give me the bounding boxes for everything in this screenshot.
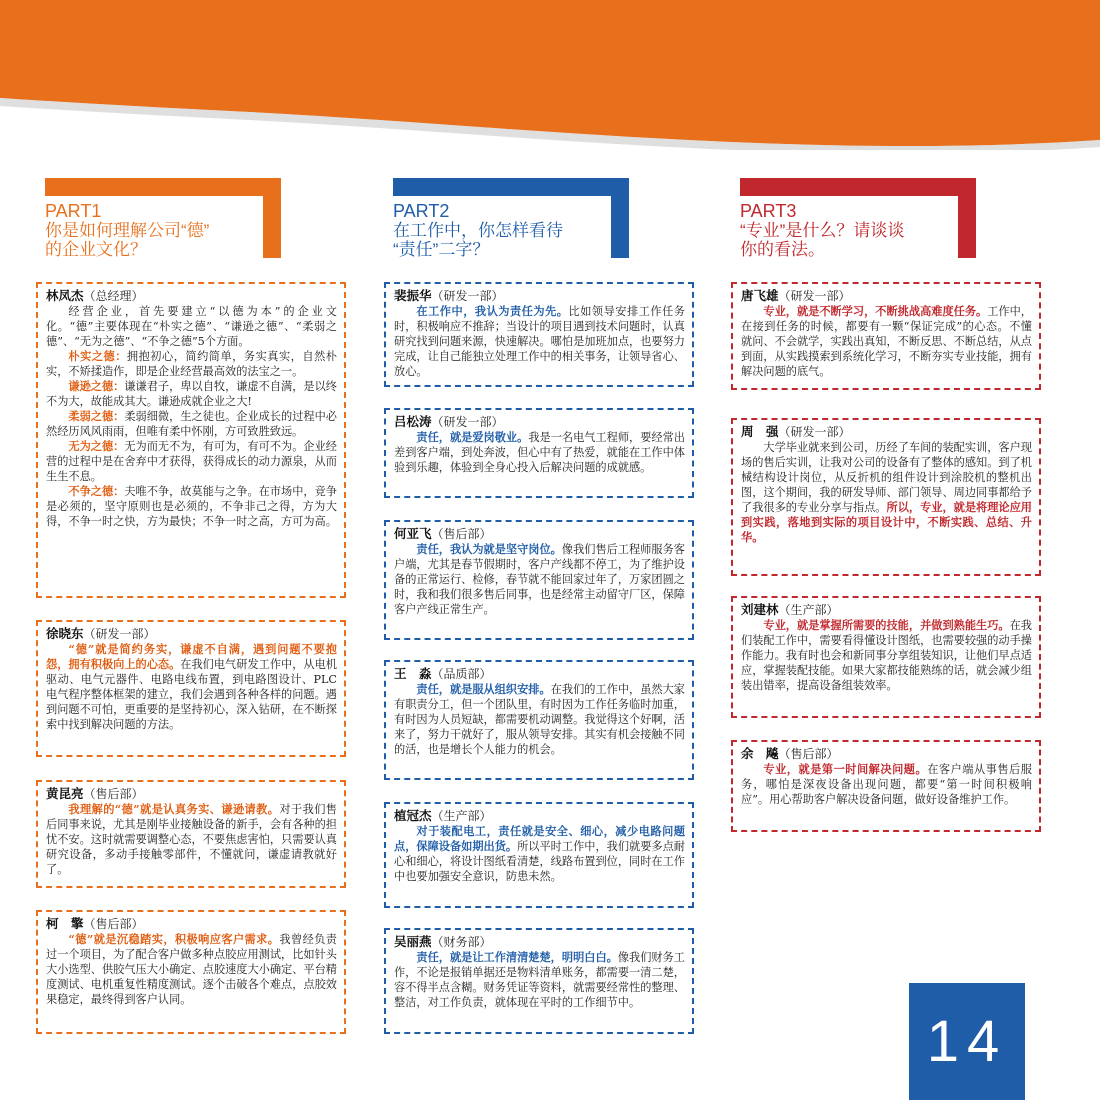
key-statement: 我理解的“德”就是认真务实、谦逊请教。 [68,802,280,816]
part3-header [740,178,976,258]
key-statement: 专业，就是不断学习，不断挑战高难度任务。 [763,304,988,318]
card-text: 大学毕业就来到公司，历经了车间的装配实训，客户现场的售后实训，让我对公司的设备有了整体的感知。到了机械结构设计岗位，从反折机的组件设计到涂胶机的整机出图，这个期间，我的研发导师、部门领导、周边同事都给予了我很多的专业分享与指点。 [741,441,1032,514]
person-dept: （售后部） [778,747,839,761]
virtue-heading: 无为之德： [68,439,125,453]
card-text: 我曾经负责过一个项目，为了配合客户做多种点胶应用测试，比如针头大小选型、供胶气压大小确定、点胶速度大小确定、平台精度测试、电机重复性精度测试。逐个击破各个难点，点胶效果稳定，最终得到客户认同。 [46,933,337,1006]
part3-question: “专业”是什么？请谈谈 [740,221,905,240]
person-name: 裴振华 [394,288,432,303]
person-dept: （研发一部） [431,415,504,429]
virtue-heading: 不争之德： [68,484,125,498]
person-name: 周 强 [741,424,779,439]
part2-question: 在工作中，你怎样看待 [393,221,563,240]
card-text: 所以平时工作中，我们就要多点耐心和细心，将设计图纸看清楚，线路布置到位，同时在工作中也要加强安全意识，防患未然。 [394,840,685,883]
card-yu-biao [731,740,1041,832]
part1-question: 你是如何理解公司“德” [45,221,210,240]
card-text: 在我们的工作中，虽然大家有职责分工，但一个团队里，有时因为工作任务临时加重，有时因为人员短缺，都需要机动调整。我觉得这个好啊，活来了，努力干就好了，服从领导安排。其实有机会接触不同的活，也是增长个人能力的机会。 [394,683,685,756]
person-dept: （总经理） [83,289,144,303]
person-name: 吴丽燕 [394,934,432,949]
part2-question-2: “责任”二字？ [393,240,490,259]
card-pei-zhenhua [384,282,694,387]
card-text: 在客户端从事售后服务，哪怕是深夜设备出现问题，都要“第一时间积极响应”。用心帮助客户解决设备问题，做好设备维护工作。 [741,763,1032,806]
person-name: 植冠杰 [394,808,432,823]
key-statement: 专业，就是掌握所需要的技能，并做到熟能生巧。 [763,618,1010,632]
person-name: 柯 擎 [46,916,84,931]
top-banner [0,0,1100,150]
part3-label: PART3 [740,201,797,221]
card-text: 无为而无不为，有可为，有可不为。企业经营的过程中是在舍弃中才获得，获得成长的动力源泉，从而生生不息。 [46,440,337,483]
part3-question-2: 你的看法。 [740,240,825,259]
part1-question-2: 的企业文化？ [45,240,147,259]
card-text: 工作中，在接到任务的时候，都要有一颗“保证完成”的心态。不懂就问、不会就学，实践出真知，不断反思、不断总结，从点到面，从实践摸索到系统化学习，不断夯实专业技能，拥有解决问题的底气。 [741,305,1032,378]
virtue-heading: 谦逊之德： [68,379,125,393]
card-text: 拥抱初心，简约简单，务实真实，自然朴实，不矫揉造作，即是企业经营最高效的法宝之一。 [46,350,337,378]
person-name: 吕松涛 [394,414,432,429]
key-statement: 对于装配电工，责任就是安全、细心，减少电路问题点，保障设备如期出货。 [394,824,685,853]
card-he-yafei [384,520,694,640]
card-text: 在我们装配工作中，需要看得懂设计图纸，也需要较强的动手操作能力。我有时也会和新同事分享组装知识，让他们早点适应，掌握装配技能。如果大家都技能熟练的话，就会减少组装出错率，提高设备组装效率。 [741,619,1032,692]
key-statement: 责任，就是服从组织安排。 [416,682,551,696]
page-number: 14 [909,983,1025,1100]
card-ke-qing [36,910,346,1034]
person-dept: （生产部） [431,809,492,823]
key-statement: 在工作中，我认为责任为先。 [416,304,569,318]
key-statement: 专业，就是第一时间解决问题。 [763,762,928,776]
card-text: 柔弱细微，生之徒也。企业成长的过程中必然经历风风雨雨，但唯有柔中怀刚，方可致胜致远。 [46,410,337,438]
key-statement: “德”就是沉稳踏实，积极响应客户需求。 [68,932,280,946]
part2-header [393,178,629,258]
person-dept: （售后部） [83,917,144,931]
card-wang-miao [384,660,694,780]
card-text: 在我们电气研发工作中，从电机驱动、电气元器件、电路电线布置，到电路图设计、PLC电气程序整体框架的建立，我们会遇到各种各样的问题。遇到问题不可怕，更重要的是坚持初心，深入钻研，在不断探索中找到解决问题的方法。 [46,658,337,731]
card-tang-feixiong [731,282,1041,390]
person-dept: （财务部） [431,935,492,949]
person-dept: （研发一部） [778,289,851,303]
person-name: 王 淼 [394,666,432,681]
key-statement: 责任，就是爱岗敬业。 [416,430,529,444]
part2-label: PART2 [393,201,450,221]
virtue-heading: 柔弱之德： [68,409,125,423]
card-text: 经营企业，首先要建立“以德为本”的企业文化。“德”主要体现在“朴实之德”、“谦逊之德”、“柔弱之德”、“无为之德”、“不争之德”5个方面。 [46,305,337,348]
person-name: 何亚飞 [394,526,432,541]
card-text: 像我们财务工作，不论是报销单据还是物料清单账务，都需要一清二楚，容不得半点含糊。财务凭证等资料，就需要经常性的整理、整洁，对工作负责，就体现在平时的工作细节中。 [394,951,685,1009]
card-xu-xiaodong [36,620,346,757]
person-name: 余 飚 [741,746,779,761]
person-dept: （研发一部） [778,425,851,439]
card-huang-kunliang [36,780,346,888]
card-lv-songtao [384,408,694,498]
card-liu-jianlin [731,596,1041,718]
key-statement: 所以，专业，就是将理论应用到实践，落地到实际的项目设计中，不断实践、总结、升华。 [741,500,1032,544]
key-statement: 责任，我认为就是坚守岗位。 [416,542,562,556]
card-text: 像我们售后工程师服务客户端，尤其是春节假期时，客户产线都不停工，为了维护设备的正常运行、检修，春节就不能回家过年了，万家团圆之时，我和我们很多售后同事，也是经常主动留守厂区，保障客户产线正常生产。 [394,543,685,616]
key-statement: 责任，就是让工作清清楚楚，明明白白。 [416,950,618,964]
person-name: 唐飞雄 [741,288,779,303]
virtue-heading: 朴实之德： [68,349,127,363]
card-text: 比如领导安排工作任务时，积极响应不推辞；当设计的项目遇到技术问题时，认真研究找到问题来源，快速解决。哪怕是加班加点，也要努力完成，让自己能独立处理工作中的相关事务，让领导省心、放心。 [394,305,685,378]
card-text: 谦谦君子，卑以自牧，谦虚不自满，是以终不为大，故能成其大。谦逊成就企业之大! [46,380,337,408]
card-wu-liyan [384,928,694,1034]
person-name: 徐晓东 [46,626,84,641]
person-dept: （售后部） [431,527,492,541]
person-name: 刘建林 [741,602,779,617]
person-dept: （品质部） [431,667,492,681]
person-name: 黄昆亮 [46,786,84,801]
card-zhi-guanjie [384,802,694,908]
part1-header [45,178,281,258]
person-dept: （研发一部） [83,627,156,641]
key-statement: “德”就是简约务实，谦虚不自满，遇到问题不要抱怨，拥有积极向上的心态。 [46,642,337,671]
part1-label: PART1 [45,201,102,221]
card-text: 我是一名电气工程师，要经常出差到客户端，到处奔波，但心中有了热爱，就能在工作中体验到乐趣，体验到全身心投入后解决问题的成就感。 [394,431,685,474]
person-dept: （售后部） [83,787,144,801]
person-name: 林凤杰 [46,288,84,303]
card-text: 夫唯不争，故莫能与之争。在市场中，竞争是必须的，坚守原则也是必须的，不争非己之得，方为大得，不争一时之快，方为最快；不争一时之高，方可为高。 [46,485,337,528]
card-zhou-qiang [731,418,1041,576]
person-dept: （研发一部） [431,289,504,303]
card-text: 对于我们售后同事来说，尤其是刚毕业接触设备的新手，会有各种的担忧不安。这时就需要调整心态，不要焦虑害怕，只需要认真研究设备，多动手接触零部件，不懂就问，谦虚请教就好了。 [46,803,337,876]
card-lin-fengjie [36,282,346,598]
person-dept: （生产部） [778,603,839,617]
